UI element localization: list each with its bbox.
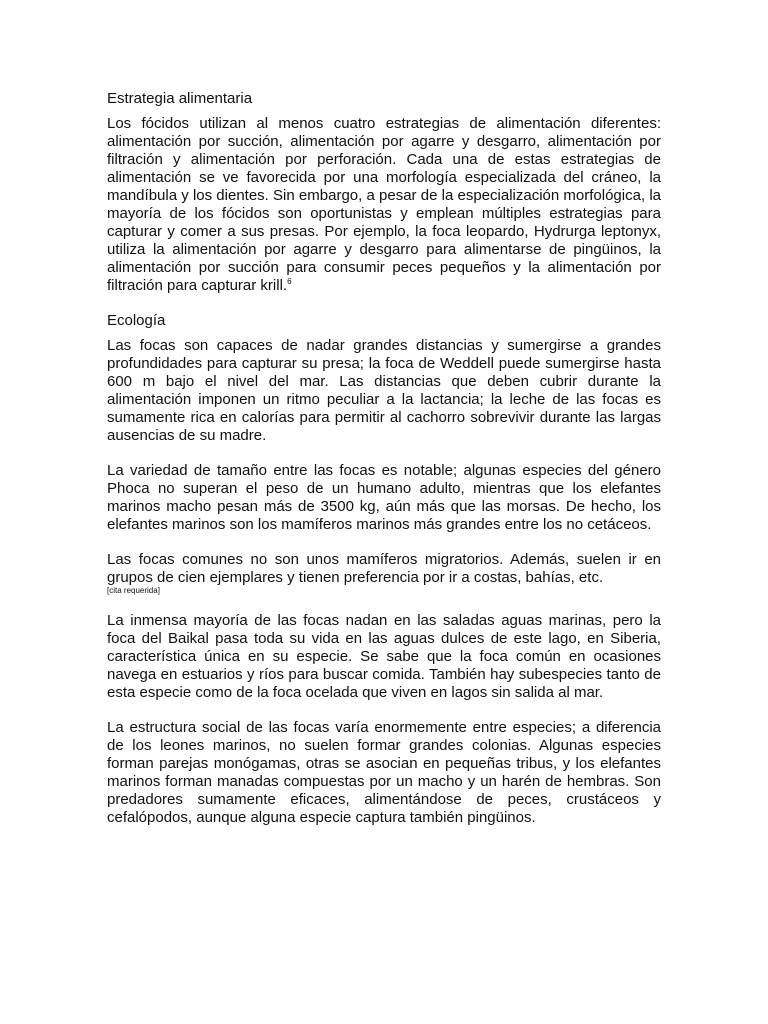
paragraph-text: Los fócidos utilizan al menos cuatro estrategias de alimentación diferentes: alimentación por succión, alimentación por agarre y desgarro, alimentación por filtración y alimentación por perforación. Cada una de estas estrategias de alimentación se ve favorecida por una morfología especializada del cráneo, la mandíbula y los dientes. Sin embargo, a pesar de la especialización morfológica, la mayoría de los fócidos son oportunistas y emplean múltiples estrategias para capturar y comer a sus presas. Por ejemplo, la foca leopardo, Hydrurga leptonyx, utiliza la alimentación por agarre y desgarro para alimentarse de pingüinos, la alimentación por succión para consumir peces pequeños y la alimentación por filtración para capturar krill.: [107, 115, 661, 294]
footnote-reference[interactable]: 6: [287, 277, 292, 286]
paragraph-ecologia-1: Las focas son capaces de nadar grandes distancias y sumergirse a grandes profundidades para capturar su presa; la foca de Weddell puede sumergirse hasta 600 m bajo el nivel del mar. Las distancias que deben cubrir durante la alimentación imponen un ritmo peculiar a la lactancia; la leche de las focas es sumamente rica en calorías para permitir al cachorro sobrevivir durante las largas ausencias de su madre.: [107, 337, 661, 444]
paragraph-estrategia: [107, 115, 661, 295]
paragraph-ecologia-2: La variedad de tamaño entre las focas es notable; algunas especies del género Phoca no superan el peso de un humano adulto, mientras que los elefantes marinos macho pesan más de 3500 kg, aún más que las morsas. De hecho, los elefantes marinos son los mamíferos marinos más grandes entre los no cetáceos.: [107, 462, 661, 533]
citation-needed-note[interactable]: [cita requerida]: [107, 586, 160, 595]
paragraph-text: Las focas comunes no son unos mamíferos migratorios. Además, suelen ir en grupos de cien ejemplares y tienen preferencia por ir a costas, bahías, etc.: [107, 551, 661, 586]
paragraph-ecologia-3: [107, 551, 661, 596]
section-heading-ecologia: Ecología: [107, 312, 166, 329]
section-heading-estrategia: Estrategia alimentaria: [107, 90, 253, 107]
paragraph-ecologia-4: La inmensa mayoría de las focas nadan en las saladas aguas marinas, pero la foca del Baikal pasa toda su vida en las aguas dulces de este lago, en Siberia, característica única en su especie. Se sabe que la foca común en ocasiones navega en estuarios y ríos para buscar comida. También hay subespecies tanto de esta especie como de la foca ocelada que viven en lagos sin salida al mar.: [107, 612, 661, 701]
paragraph-ecologia-5: La estructura social de las focas varía enormemente entre especies; a diferencia de los leones marinos, no suelen formar grandes colonias. Algunas especies forman parejas monógamas, otras se asocian en pequeñas tribus, y los elefantes marinos forman manadas compuestas por un macho y un harén de hembras. Son predadores sumamente eficaces, alimentándose de peces, crustáceos y cefalópodos, aunque alguna especie captura también pingüinos.: [107, 719, 661, 826]
